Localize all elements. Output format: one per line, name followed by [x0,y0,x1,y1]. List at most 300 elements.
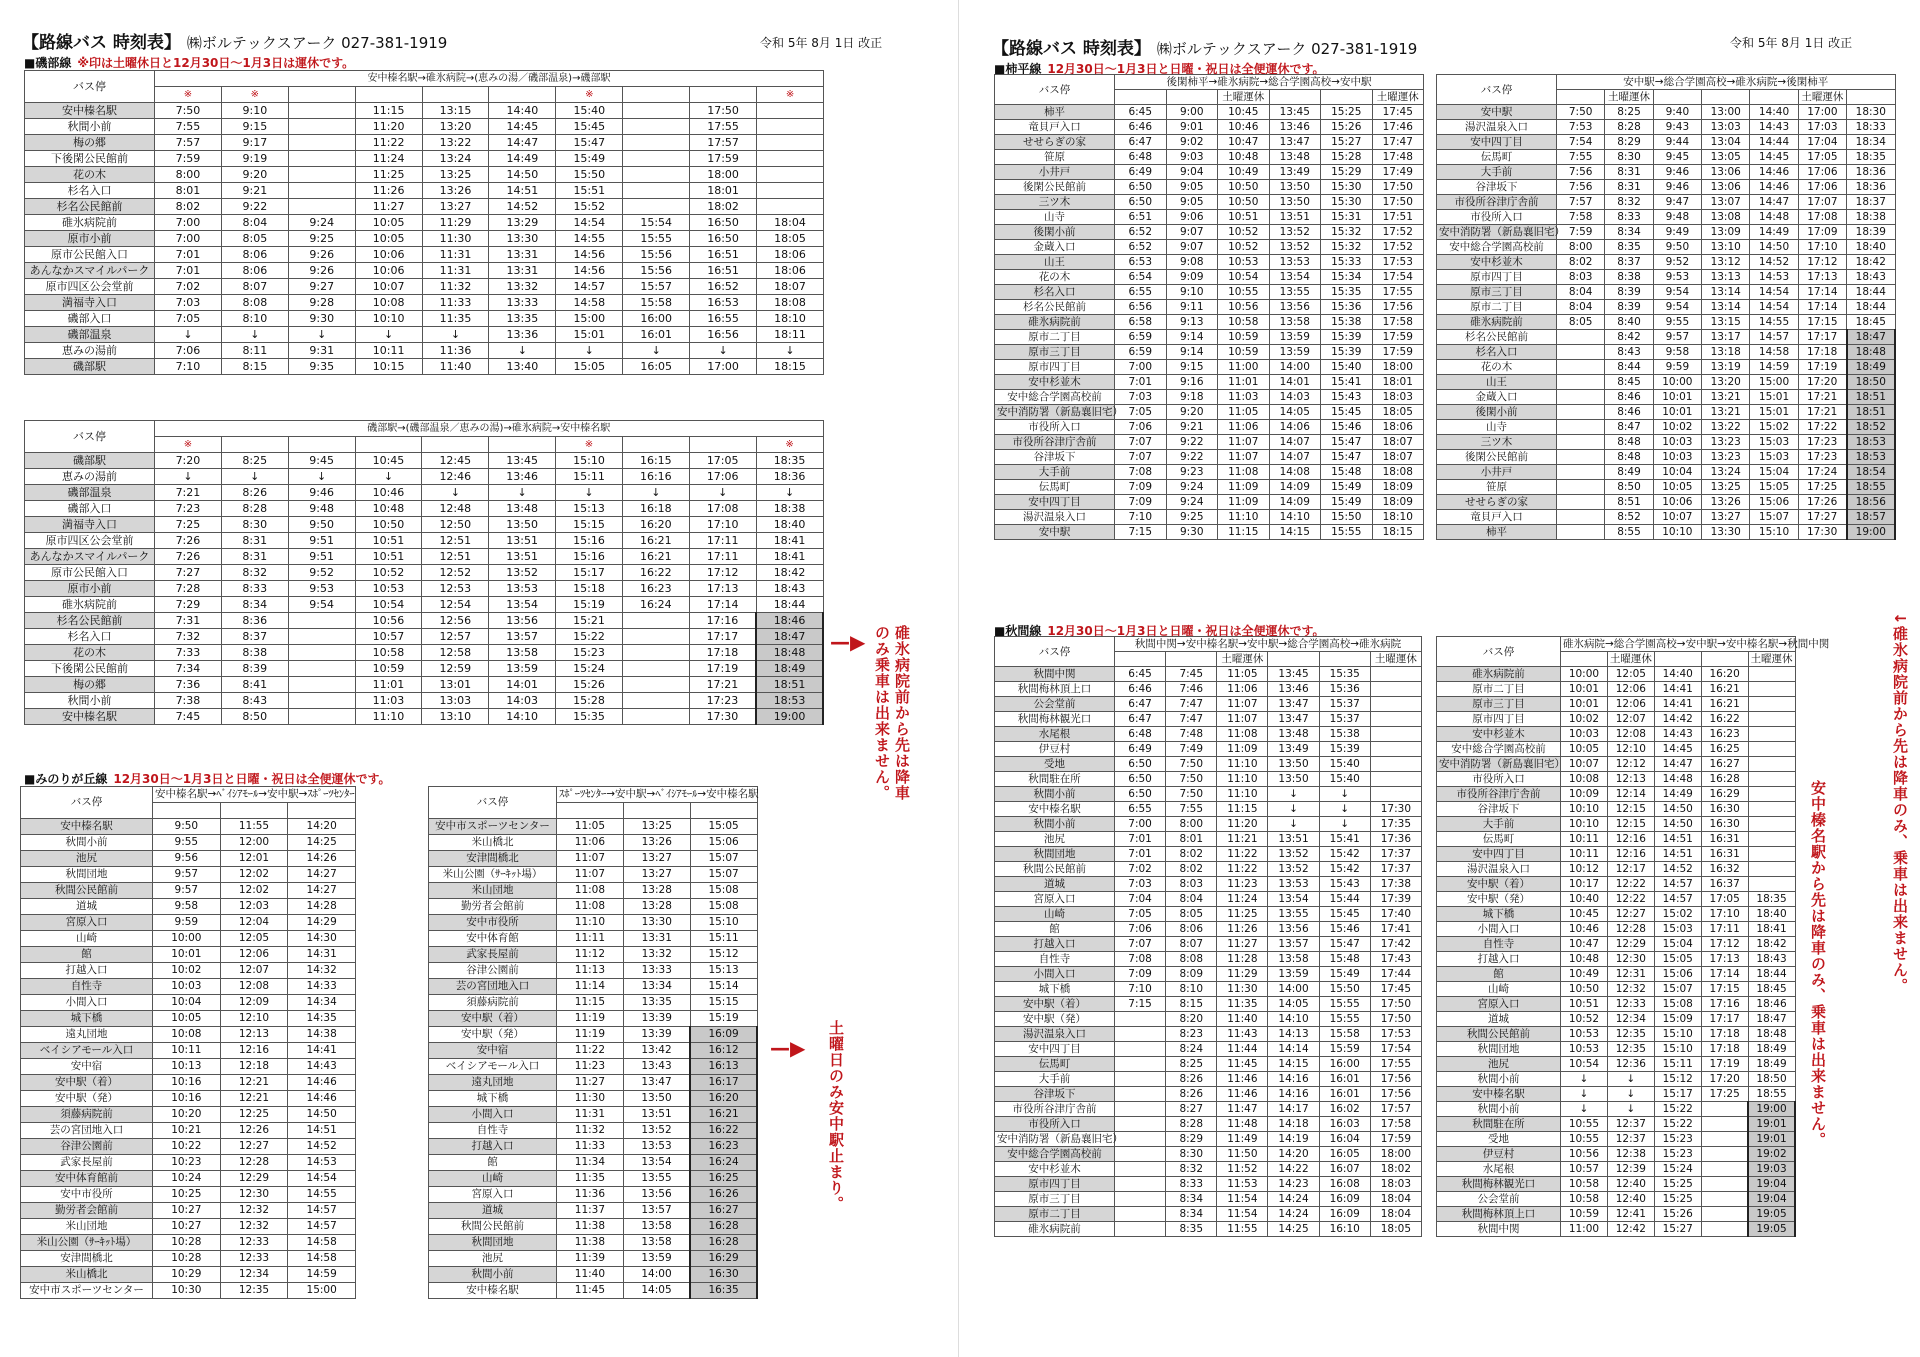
departure-time: 8:28 [221,501,288,517]
table-row [21,947,356,963]
departure-time: 10:16 [153,1091,221,1107]
departure-time: 12:54 [422,597,489,613]
departure-time: 11:39 [557,1251,624,1267]
departure-time: 8:00 [155,167,222,183]
departure-time: 9:40 [1653,105,1701,120]
departure-time: 7:27 [155,565,222,581]
departure-time: 8:09 [1166,967,1217,982]
departure-time: 13:45 [1269,105,1321,120]
table-row [1437,847,1796,862]
departure-time: 7:10 [1115,510,1167,525]
departure-time: 18:41 [756,533,823,549]
departure-time: 9:04 [1166,165,1218,180]
departure-time: 10:45 [1561,907,1608,922]
departure-time: 13:20 [422,119,489,135]
departure-time: 9:09 [1166,270,1218,285]
bus-stop-name: 秋間公民館前 [1437,1027,1561,1042]
bus-stop-name: 杉名入口 [995,285,1115,300]
bus-stop-name: 磯部駅 [25,453,155,469]
departure-time: 16:51 [690,263,757,279]
departure-time: 16:10 [1319,1222,1370,1237]
departure-time: 15:57 [623,279,690,295]
departure-time: 18:50 [1847,375,1895,390]
departure-time: 9:35 [288,359,355,375]
departure-time: 13:53 [623,1139,690,1155]
departure-time: 12:22 [1607,892,1654,907]
departure-time: 9:58 [1653,345,1701,360]
departure-time: 15:10 [690,915,757,931]
table-row [1437,105,1896,120]
table-row [1437,1207,1796,1222]
departure-time: ↓ [757,343,824,359]
table-row [995,742,1422,757]
departure-time: 10:48 [1561,952,1608,967]
bus-stop-name: 安中榛名駅 [25,103,155,119]
departure-time: 19:05 [1748,1207,1795,1222]
table-row [995,390,1424,405]
departure-time: 13:32 [623,947,690,963]
bus-stop-name: 金蔵入口 [1437,390,1557,405]
column-flag: 土曜運休 [1370,652,1421,667]
column-flag [1115,90,1167,105]
isobe-inbound-table [24,420,824,725]
departure-time: 9:11 [1166,300,1218,315]
departure-time: 17:12 [1798,255,1846,270]
departure-time: 15:08 [1654,997,1701,1012]
departure-time: ↓ [1319,802,1370,817]
table-row [1437,240,1896,255]
departure-time: 16:25 [1701,742,1748,757]
departure-time [288,613,355,629]
departure-time: 18:44 [1847,285,1895,300]
departure-time: 6:47 [1115,135,1167,150]
table-row [21,1171,356,1187]
departure-time: 11:03 [1218,390,1270,405]
departure-time: 18:00 [1372,360,1424,375]
bus-stop-name: 原市四丁目 [995,1177,1115,1192]
departure-time: 17:55 [690,119,757,135]
departure-time: 12:07 [1607,712,1654,727]
table-row [21,1123,356,1139]
departure-time: 7:38 [155,693,222,709]
bus-stop-name: 安中総合学園高校前 [995,390,1115,405]
departure-time: 11:25 [1217,907,1268,922]
departure-time: 11:08 [1217,727,1268,742]
bus-stop-name: 宮原入口 [995,892,1115,907]
departure-time: 11:07 [1217,712,1268,727]
bus-stop-name: 公会堂前 [1437,1192,1561,1207]
table-row [995,1177,1422,1192]
departure-time: 17:03 [1798,120,1846,135]
departure-time: 13:57 [489,629,556,645]
column-flag: ※ [155,87,222,103]
table-row [25,151,824,167]
departure-time: 7:25 [155,517,222,533]
departure-time: 14:54 [556,215,623,231]
bus-stop-name: 安中体育館前 [21,1171,153,1187]
bus-stop-name: 安中榛名駅 [1437,1087,1561,1102]
departure-time: 16:31 [1701,832,1748,847]
departure-time: 18:42 [1748,937,1795,952]
bus-stop-name: 打越入口 [995,937,1115,952]
departure-time: 17:56 [1370,1087,1421,1102]
departure-time: 7:49 [1166,742,1217,757]
departure-time: 15:49 [1321,480,1373,495]
departure-time: 16:01 [1319,1072,1370,1087]
departure-time: 16:37 [1701,877,1748,892]
departure-time: 9:50 [288,517,355,533]
table-row [995,877,1422,892]
departure-time: 12:28 [220,1155,288,1171]
departure-time: 10:06 [355,247,422,263]
departure-time: 13:15 [422,103,489,119]
table-row [25,469,824,485]
departure-time: 17:56 [1370,1072,1421,1087]
departure-time: 14:09 [1269,480,1321,495]
departure-time: 14:59 [1750,360,1798,375]
bus-stop-name: 秋間駐在所 [1437,1117,1561,1132]
departure-time: 13:40 [489,359,556,375]
bus-stop-name: 碓氷病院前 [1437,667,1561,682]
departure-time: 7:45 [155,709,222,725]
bus-stop-name: 杉名公民館前 [1437,330,1557,345]
departure-time: 10:01 [153,947,221,963]
departure-time: 13:46 [1269,120,1321,135]
bus-stop-name: 湯沢温泉入口 [1437,120,1557,135]
departure-time: 11:31 [422,247,489,263]
departure-time: 7:03 [1115,390,1167,405]
table-row [995,862,1422,877]
departure-time [1557,375,1605,390]
departure-time: 7:28 [155,581,222,597]
departure-time: 13:00 [1702,105,1750,120]
departure-time: 18:46 [756,613,823,629]
table-row [21,1027,356,1043]
departure-time: 11:05 [557,819,624,835]
departure-time [288,629,355,645]
departure-time: 8:33 [1605,210,1653,225]
bus-stop-name: 城下橋 [429,1091,557,1107]
departure-time [757,167,824,183]
departure-time: 13:55 [1269,285,1321,300]
departure-time: 10:17 [1561,877,1608,892]
departure-time: 11:20 [1217,817,1268,832]
departure-time: 16:21 [622,533,689,549]
departure-time: 18:45 [1847,315,1895,330]
table-row [995,435,1424,450]
departure-time: 14:17 [1268,1102,1319,1117]
departure-time: 15:54 [623,215,690,231]
departure-time: 13:46 [1268,682,1319,697]
departure-time: 15:10 [1654,1027,1701,1042]
bus-stop-name: 宮原入口 [429,1187,557,1203]
departure-time: 10:59 [1561,1207,1608,1222]
departure-time: 17:10 [1798,240,1846,255]
departure-time: 12:04 [220,915,288,931]
departure-time: 8:00 [1166,817,1217,832]
stop-column-header: バス停 [25,421,155,453]
table-row [1437,967,1796,982]
departure-time: 18:47 [1748,1012,1795,1027]
departure-time: 15:55 [1321,525,1373,540]
departure-time: 13:10 [422,709,489,725]
departure-time: 19:00 [1847,525,1895,540]
departure-time [288,167,355,183]
bus-stop-name: 碓氷病院前 [995,315,1115,330]
departure-time: 11:19 [557,1011,624,1027]
departure-time: 8:23 [1166,1027,1217,1042]
bus-stop-name: 安中総合学園高校前 [1437,240,1557,255]
route-header: 後閑柿平→碓氷病院→総合学園高校→安中駅 [1115,75,1424,90]
departure-time: 18:30 [1847,105,1895,120]
departure-time: 14:57 [556,279,623,295]
departure-time: 14:46 [1750,165,1798,180]
bus-stop-name: 谷津坂下 [995,450,1115,465]
departure-time: 11:11 [557,931,624,947]
departure-time [1370,787,1421,802]
departure-time: 13:47 [1268,712,1319,727]
departure-time: 9:00 [1166,105,1218,120]
table-row [995,847,1422,862]
departure-time: 12:06 [1607,697,1654,712]
departure-time: 13:24 [1702,465,1750,480]
departure-time: 18:05 [757,231,824,247]
bus-stop-name: 安中榛名駅 [429,1283,557,1299]
departure-time: 9:53 [288,581,355,597]
table-row [995,937,1422,952]
departure-time: 9:22 [1166,435,1218,450]
table-row [1437,1042,1796,1057]
departure-time: 12:16 [1607,847,1654,862]
table-row [995,120,1424,135]
departure-time: 12:32 [220,1219,288,1235]
table-row [21,995,356,1011]
departure-time: 15:37 [1319,712,1370,727]
table-row [1437,757,1796,772]
departure-time: 7:01 [155,247,222,263]
bus-stop-name: 安中消防署（新島襄旧宅） [995,405,1115,420]
departure-time: 14:20 [1268,1147,1319,1162]
departure-time: 18:10 [1372,510,1424,525]
departure-time: 12:15 [1607,817,1654,832]
arrow-right-icon: —▶ [830,630,866,654]
departure-time: 9:24 [288,215,355,231]
departure-time: 8:46 [1605,405,1653,420]
departure-time [1115,1117,1166,1132]
departure-time: 8:35 [1166,1222,1217,1237]
departure-time: 15:50 [556,167,623,183]
departure-time: 13:52 [489,565,556,581]
bus-stop-name: 市役所谷津庁舎前 [1437,787,1561,802]
departure-time: 15:48 [1319,952,1370,967]
departure-time: 10:53 [1561,1027,1608,1042]
departure-time: 15:01 [1750,405,1798,420]
bus-stop-name: 市役所入口 [1437,210,1557,225]
departure-time: 10:58 [1561,1192,1608,1207]
table-row [1437,727,1796,742]
column-flag: 土曜運休 [1218,90,1270,105]
departure-time: 18:42 [1847,255,1895,270]
departure-time: 17:09 [1798,225,1846,240]
departure-time: 7:55 [155,119,222,135]
departure-time: 7:29 [155,597,222,613]
departure-time: 7:04 [1115,892,1166,907]
departure-time [1370,697,1421,712]
right-header [992,34,1417,59]
table-row [25,135,824,151]
departure-time: 6:47 [1115,712,1166,727]
departure-time: 10:59 [1218,330,1270,345]
departure-time: 15:03 [1750,450,1798,465]
departure-time: 10:02 [1653,420,1701,435]
table-row [429,819,758,835]
departure-time: 10:16 [153,1075,221,1091]
bus-stop-name: 池尻 [995,832,1115,847]
column-flag: 土曜運休 [1748,652,1795,667]
departure-time [1748,757,1795,772]
departure-time: 16:30 [1701,802,1748,817]
departure-time: 8:34 [1166,1207,1217,1222]
departure-time: 17:54 [1370,1042,1421,1057]
departure-time: 18:38 [1847,210,1895,225]
departure-time: 18:01 [1372,375,1424,390]
departure-time: 15:36 [1319,682,1370,697]
right-side-note-1: ↓碓氷病院前から先は降車のみ、乗車は出来ません。 [1891,612,1909,994]
route-header: ｽﾎﾟｰﾂｾﾝﾀｰ→安中駅→ﾍﾞｲｼｱﾓｰﾙ→安中榛名駅 [557,787,758,803]
departure-time: 13:47 [623,1075,690,1091]
departure-time: 15:25 [1321,105,1373,120]
departure-time: 10:48 [1218,150,1270,165]
departure-time: 17:00 [1798,105,1846,120]
departure-time: 11:27 [355,199,422,215]
departure-time: 18:53 [1847,450,1895,465]
bus-stop-name: 杉名入口 [25,183,155,199]
departure-time: 18:57 [1847,510,1895,525]
departure-time: 6:45 [1115,667,1166,682]
table-row [25,279,824,295]
departure-time: 7:08 [1115,952,1166,967]
page-divider [958,0,959,1357]
departure-time: 7:56 [1557,180,1605,195]
departure-time: 11:20 [355,119,422,135]
departure-time: 6:50 [1115,757,1166,772]
bus-stop-name: 谷津坂下 [995,1087,1115,1102]
table-row [995,1087,1422,1102]
departure-time: 10:53 [355,581,422,597]
departure-time: 14:16 [1268,1087,1319,1102]
departure-time: 11:47 [1217,1102,1268,1117]
table-row [995,997,1422,1012]
departure-time: 10:11 [1561,832,1608,847]
departure-time [1701,1132,1748,1147]
departure-time: 7:47 [1166,712,1217,727]
departure-time: 13:56 [489,613,556,629]
departure-time: 15:09 [1654,1012,1701,1027]
departure-time: 12:10 [1607,742,1654,757]
departure-time: 15:08 [690,899,757,915]
departure-time: 10:50 [1561,982,1608,997]
departure-time: ↓ [155,469,222,485]
departure-time [1115,1072,1166,1087]
table-row [1437,495,1896,510]
departure-time: 9:23 [1166,465,1218,480]
bus-stop-name: 原市二丁目 [1437,300,1557,315]
bus-stop-name: 恵みの湯前 [25,343,155,359]
departure-time: ↓ [155,327,222,343]
table-row [995,1222,1422,1237]
table-row [429,1011,758,1027]
departure-time: 16:28 [1701,772,1748,787]
table-row [1437,922,1796,937]
departure-time: 17:00 [690,359,757,375]
departure-time [1748,877,1795,892]
departure-time: 13:23 [1702,450,1750,465]
departure-time: 13:59 [489,661,556,677]
departure-time: 14:51 [1654,832,1701,847]
bus-stop-name: 秋間団地 [1437,1042,1561,1057]
departure-time: 17:52 [1372,240,1424,255]
departure-time: 10:13 [153,1059,221,1075]
departure-time: 9:45 [288,453,355,469]
table-row [21,1283,356,1299]
departure-time: 18:56 [1847,495,1895,510]
departure-time: 14:58 [288,1251,356,1267]
departure-time: 17:14 [1701,967,1748,982]
departure-time: 6:51 [1115,210,1167,225]
departure-time [288,135,355,151]
departure-time: 10:01 [1653,405,1701,420]
stop-column-header: バス停 [1437,75,1557,105]
table-row [995,150,1424,165]
departure-time: 10:52 [1218,240,1270,255]
departure-time: 11:46 [1217,1087,1268,1102]
departure-time: 16:04 [1319,1132,1370,1147]
bus-stop-name: 秋間公民館前 [429,1219,557,1235]
departure-time: 13:29 [489,215,556,231]
departure-time: 7:50 [1166,772,1217,787]
departure-time: 9:53 [1653,270,1701,285]
departure-time: 17:45 [1372,105,1424,120]
departure-time [1557,435,1605,450]
departure-time: 18:07 [1372,435,1424,450]
departure-time: 8:48 [1605,450,1653,465]
departure-time: 8:02 [1166,862,1217,877]
bus-stop-name: 柿平 [995,105,1115,120]
departure-time: 17:50 [690,103,757,119]
table-row [25,501,824,517]
table-row [21,867,356,883]
departure-time: 13:25 [623,819,690,835]
table-row [25,549,824,565]
departure-time: 13:14 [1702,300,1750,315]
bus-stop-name: 安中駅（発） [429,1027,557,1043]
departure-time: 11:10 [1218,510,1270,525]
right-caption-kakidaira: ■柿平線 12月30日～1月3日と日曜・祝日は全便運休です。 [994,62,1325,76]
departure-time: 13:58 [623,1235,690,1251]
departure-time: 13:39 [623,1011,690,1027]
table-row [995,300,1424,315]
departure-time: 8:30 [1605,150,1653,165]
departure-time: 16:29 [690,1251,757,1267]
bus-stop-name: 安中四丁目 [1437,135,1557,150]
departure-time: 13:12 [1702,255,1750,270]
departure-time: 14:00 [1268,982,1319,997]
bus-stop-name: 伝馬町 [995,1057,1115,1072]
bus-stop-name: 碓氷病院前 [25,215,155,231]
departure-time: 9:06 [1166,210,1218,225]
bus-stop-name: 安中駅（着） [1437,877,1561,892]
departure-time [1115,1042,1166,1057]
